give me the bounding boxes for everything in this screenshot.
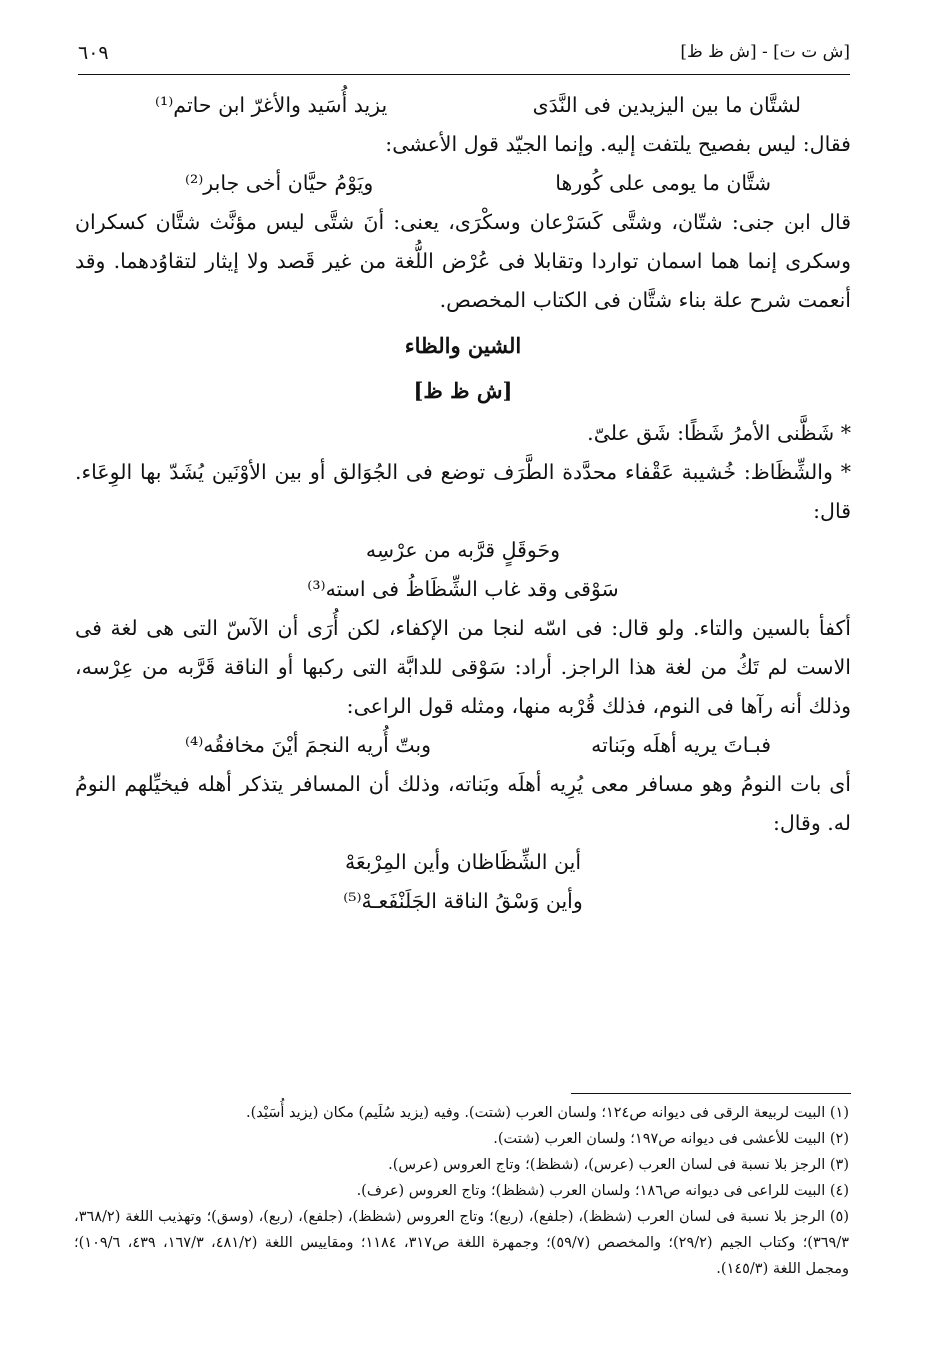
footnotes (74, 1100, 849, 1282)
root-title: [ش ظ ظ] (413, 378, 513, 403)
page-number: ٦٠٩ (78, 42, 109, 64)
rajaz-line: أين الشِّظَاظان وأين المِرْبعَهْ (344, 850, 582, 874)
paragraph: أى بات النومُ وهو مسافر معى يُرِيه أهلَه وبَناته، وذلك أن المسافر يتذكر أهله فيخيِّلهم النومُ له. وقال: (75, 772, 851, 835)
verse-hemistich-second: وبتّ أُريه النجمَ أيْنَ مخافقُه⁽⁴⁾ (185, 733, 432, 757)
paragraph: فقال: ليس بفصيح يلتفت إليه. وإنما الجيّد قول الأعشى: (385, 132, 851, 156)
rajaz-line: وحَوقَلٍ قرَّبه من عرْسِه (365, 538, 561, 562)
main-text (75, 86, 851, 921)
dictionary-entry: * شَظَّنى الأمرُ شَظًا: شَق علىّ. (587, 421, 851, 445)
verse-line (75, 726, 851, 765)
dictionary-entry: * والشِّظَاظ: خُشيبة عَقْفاء محدَّدة الطَّرَف توضع فى الجُوَالق أو بين الأوْنَين يُشَدّ بها الوِعَاء. قال: (75, 460, 851, 523)
paragraph: أكفأ بالسين والتاء. ولو قال: فى اسّه لنجا من الإكفاء، لكن أُرَى أن الآسّ التى هى لغة فى الاست لم تَكُ من لغة هذا الراجز. أراد: سَوْقى للدابَّة التى ركبها أو الناقة قَرَّبه من عِرْسه، وذلك أنه رآها فى النوم، فذلك قُرْبه منها، ومثله قول الراعى: (75, 616, 851, 718)
verse-hemistich-first: فبـاتَ يريه أهلَه وبَناته (591, 733, 771, 757)
verse-line (75, 86, 851, 125)
footnote: (٥) الرجز بلا نسبة فى لسان العرب (شظظ)، (جلفع)، (ربع)؛ وتاج العروس (شظظ)، (جلفع)، (ربع)، (وسق)؛ وتهذيب اللغة (٣٦٨/٢، ٣٦٩/٣)؛ وكتاب الجيم (٢٩/٢)؛ والمخصص (٥٩/٧)؛ وجمهرة اللغة ص٣١٧، ١١٨٤؛ ومقاييس اللغة (٤٨١/٢، ١٦٧/٣، ٤٣٩، ١٠٩/٦)؛ ومجمل اللغة (١٤٥/٣). (74, 1209, 850, 1277)
footnote: (١) البيت لربيعة الرقى فى ديوانه ص١٢٤؛ ولسان العرب (شتت). وفيه (يزيد سُلَيم) مكان (يزيد أُسَيْد). (246, 1105, 849, 1121)
rajaz-line: سَوْقى وقد غاب الشِّظَاظُ فى استه⁽³⁾ (307, 577, 619, 601)
footnote-separator (571, 1093, 851, 1094)
verse-hemistich-first: لشتَّان ما بين اليزيدين فى النَّدَى (532, 93, 801, 117)
footnote: (٣) الرجز بلا نسبة فى لسان العرب (عرس)، (شظظ)؛ وتاج العروس (عرس). (388, 1157, 849, 1173)
running-header (78, 40, 850, 75)
section-title: الشين والظاء (404, 333, 522, 358)
verse-hemistich-first: شتَّان ما يومى على كُورها (555, 171, 771, 195)
paragraph: قال ابن جنى: شتّان، وشتَّى كَسَرْعان وسكْرَى، يعنى: أنَ شتَّى ليس مؤنَّث شتَّان كسكران وسكرى إنما هما اسمان تواردا وتقابلا فى عُرْض اللُّغة من غير قَصد ولا إيثار لتقاوُدهما. وقد أنعمت شرح علة بناء شتَّان فى الكتاب المخصص. (75, 210, 851, 312)
verse-hemistich-second: ويَوْمُ حيَّان أخى جابر⁽²⁾ (185, 171, 374, 195)
verse-line (75, 164, 851, 203)
footnote: (٤) البيت للراعى فى ديوانه ص١٨٦؛ ولسان العرب (شظظ)؛ وتاج العروس (عرف). (356, 1183, 849, 1199)
verse-hemistich-second: يزيد أُسَيد والأغرّ ابن حاتم⁽¹⁾ (155, 93, 388, 117)
root-range-header: [ش ت ت] - [ش ظ ظ] (680, 42, 850, 62)
rajaz-line: وأين وَسْقُ الناقة الجَلَنْفَعـهْ⁽⁵⁾ (343, 889, 583, 913)
footnote: (٢) البيت للأعشى فى ديوانه ص١٩٧؛ ولسان العرب (شتت). (493, 1131, 849, 1147)
